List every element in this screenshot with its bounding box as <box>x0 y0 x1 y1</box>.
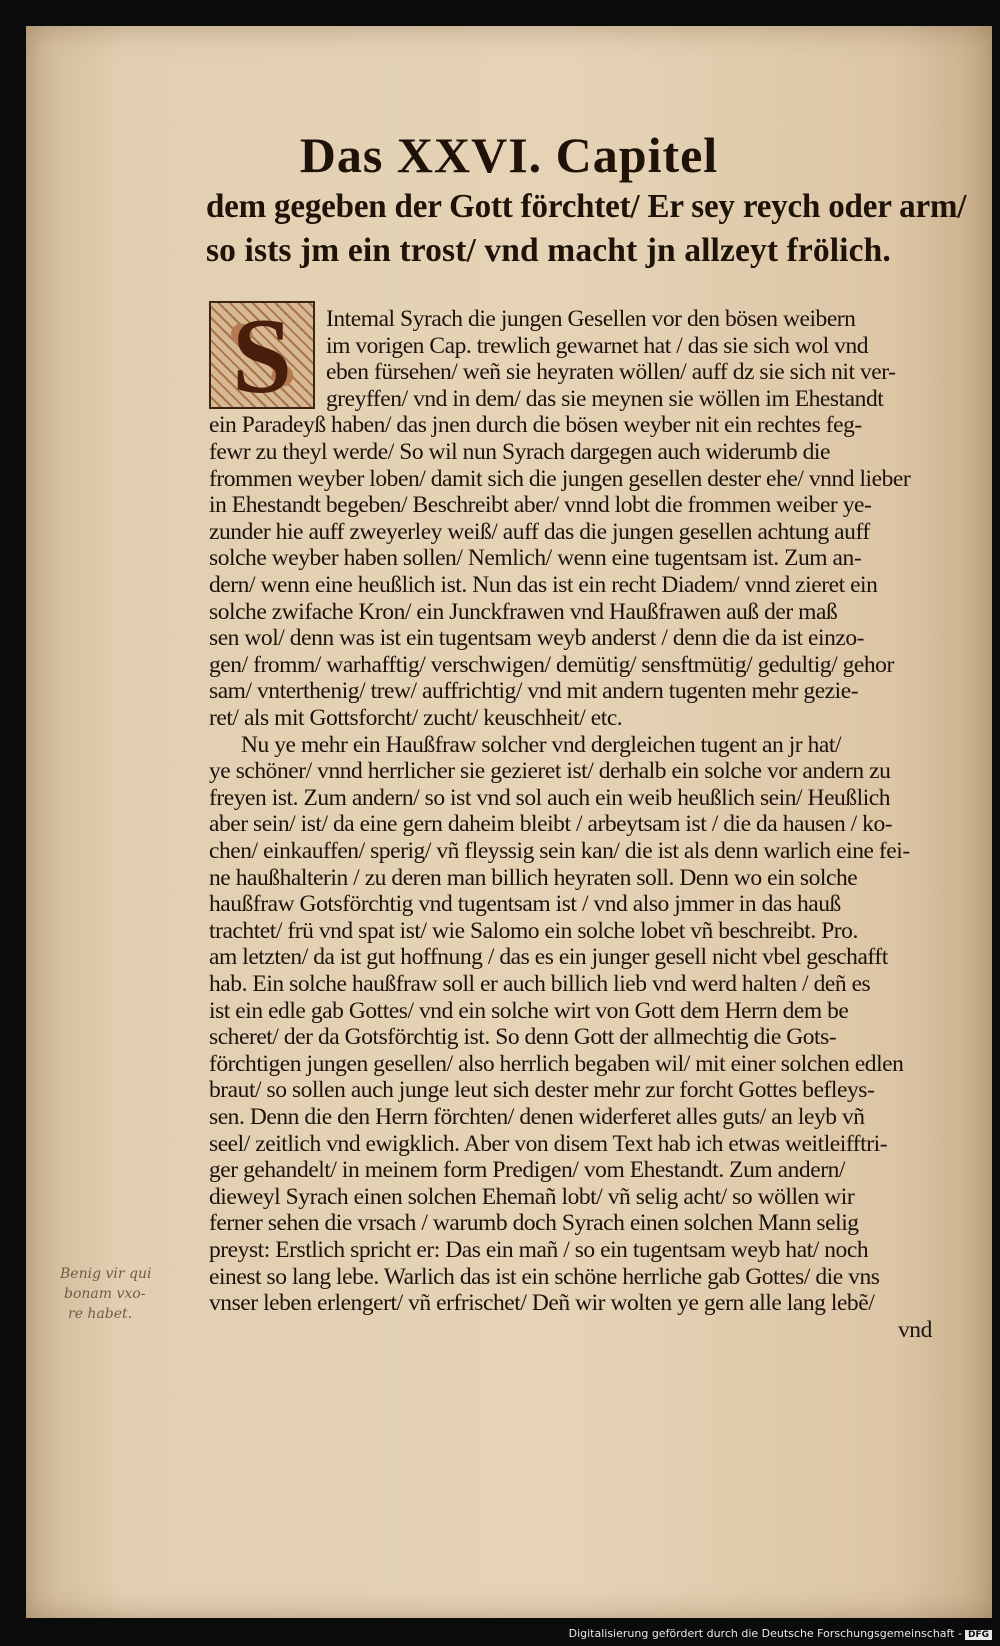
dfg-logo: DFG <box>965 1630 992 1640</box>
body-text-line: ist ein edle gab Gottes/ vnd ein solche wirt von Gott dem Herrn dem be <box>209 997 849 1024</box>
body-text-line: freyen ist. Zum andern/ so ist vnd sol auch ein weib heußlich sein/ Heußlich <box>209 784 891 811</box>
body-text-line: dern/ wenn eine heußlich ist. Nun das ist ein recht Diadem/ vnnd zieret ein <box>209 572 878 598</box>
body-text-line: solche zwifache Kron/ ein Junckfrawen vnd Haußfrawen auß der maß <box>209 598 838 625</box>
body-text-line: am letzten/ da ist gut hoffnung / das es ein junger gesell nicht vbel geschafft <box>209 944 888 971</box>
body-text-line: ret/ als mit Gottsforcht/ zucht/ keuschheit/ etc. <box>209 705 623 731</box>
body-text-line: Intemal Syrach die jungen Gesellen vor den bösen weibern <box>326 306 856 332</box>
footer-text: Digitalisierung gefördert durch die Deutsche Forschungsgemeinschaft - <box>568 1627 962 1640</box>
funding-footer <box>569 1627 992 1640</box>
chapter-title: Das XXVI. Capitel <box>299 127 719 183</box>
body-text-line: scheret/ der da Gotsförchtig ist. So denn Gott der allmechtig die Gots- <box>209 1024 837 1051</box>
body-text-line: im vorigen Cap. trewlich gewarnet hat / das sie sich wol vnd <box>326 332 869 359</box>
body-text-line: chen/ einkauffen/ sperig/ vñ fleyssig sein kan/ die ist als denn warlich eine fei- <box>209 838 910 864</box>
chapter-summary-line-1: dem gegeben der Gott förchtet/ Er sey reych oder arm/ <box>206 188 967 225</box>
body-text-line: sam/ vnterthenig/ trew/ auffrichtig/ vnd mit andern tugenten mehr gezie- <box>209 678 859 705</box>
body-text-line: dieweyl Syrach einen solchen Ehemañ lobt/ vñ selig acht/ so wöllen wir <box>209 1183 855 1210</box>
margin-note-line: Benig vir qui <box>60 1266 152 1282</box>
body-text-line: trachtet/ frü vnd spat ist/ wie Salomo ein solche lobet vñ beschreibt. Pro. <box>209 917 858 944</box>
body-text-line: frommen weyber loben/ damit sich die jungen gesellen dester ehe/ vnnd lieber <box>209 465 911 492</box>
body-text-line: gen/ fromm/ warhafftig/ verschwigen/ demütig/ sensftmütig/ gedultig/ gehor <box>209 651 894 678</box>
body-text-line: haußfraw Gotsförchtig vnd tugentsam ist / vnd also jmmer in das hauß <box>209 891 841 918</box>
body-text-line: solche weyber haben sollen/ Nemlich/ wenn eine tugentsam ist. Zum an- <box>209 545 862 572</box>
body-text-line: ger gehandelt/ in meinem form Predigen/ vom Ehestandt. Zum andern/ <box>209 1157 845 1184</box>
body-text-line: sen. Denn die den Herrn förchten/ denen widerferet alles guts/ an leyb vñ <box>209 1104 865 1130</box>
body-text-line: vnser leben erlengert/ vñ erfrischet/ Deñ wir wolten ye gern alle lang lebẽ/ <box>209 1290 875 1317</box>
body-text-line: ferner sehen die vrsach / warumb doch Syrach einen solchen Mann selig <box>209 1210 859 1237</box>
body-text-line: eben fürsehen/ weñ sie heyraten wöllen/ auff dz sie sich nit ver- <box>326 359 896 386</box>
body-text-line: zunder hie auff zweyerley weiß/ auff das die jungen gesellen achtung auff <box>209 518 870 545</box>
body-text-line: förchtigen jungen gesellen/ also herrlich begaben wil/ mit einer solchen edlen <box>209 1050 904 1077</box>
body-text-line: aber sein/ ist/ da eine gern daheim bleibt / arbeytsam ist / die da hausen / ko- <box>209 811 893 838</box>
initial-letter: S <box>231 297 293 416</box>
body-text-line: braut/ so sollen auch junge leut sich dester mehr zur forcht Gottes befleys- <box>209 1077 875 1104</box>
book-page <box>26 26 992 1618</box>
body-text-line: ne haußhalterin / zu deren man billich heyraten soll. Denn wo ein solche <box>209 864 858 891</box>
body-text-line: greyffen/ vnd in dem/ das sie meynen sie wöllen im Ehestandt <box>326 385 884 412</box>
decorated-initial <box>209 297 315 416</box>
body-text-line: in Ehestandt begeben/ Beschreibt aber/ vnnd lobt die frommen weiber ye- <box>209 492 872 519</box>
body-text-line: ein Paradeyß haben/ das jnen durch die bösen weyber nit ein rechtes feg- <box>209 412 862 439</box>
body-text-line: seel/ zeitlich vnd ewigklich. Aber von disem Text hab ich etwas weitleifftri- <box>209 1130 888 1157</box>
body-text-line: Nu ye mehr ein Haußfraw solcher vnd dergleichen tugent an jr hat/ <box>241 731 842 758</box>
body-text-line: einest so lang lebe. Warlich das ist ein schöne herrliche gab Gottes/ die vns <box>209 1263 880 1290</box>
body-text-line: preyst: Erstlich spricht er: Das ein mañ / so ein tugentsam weyb hat/ noch <box>209 1237 869 1263</box>
body-text-line: ye schöner/ vnnd herrlicher sie gezieret ist/ derhalb ein solche vor andern zu <box>209 758 891 785</box>
body-text-line: hab. Ein solche haußfraw soll er auch billich lieb vnd werd halten / deñ es <box>209 971 871 997</box>
margin-note-line: re habet. <box>68 1306 133 1322</box>
body-text-line: fewr zu theyl werde/ So wil nun Syrach dargegen auch widerumb die <box>209 439 830 465</box>
margin-note-line: bonam vxo- <box>64 1286 146 1302</box>
body-text-line: vnd <box>898 1316 932 1343</box>
chapter-summary-line-2: so ists jm ein trost/ vnd macht jn allzeyt frölich. <box>206 232 891 269</box>
body-text-line: sen wol/ denn was ist ein tugentsam weyb anderst / denn die da ist einzo- <box>209 625 865 652</box>
